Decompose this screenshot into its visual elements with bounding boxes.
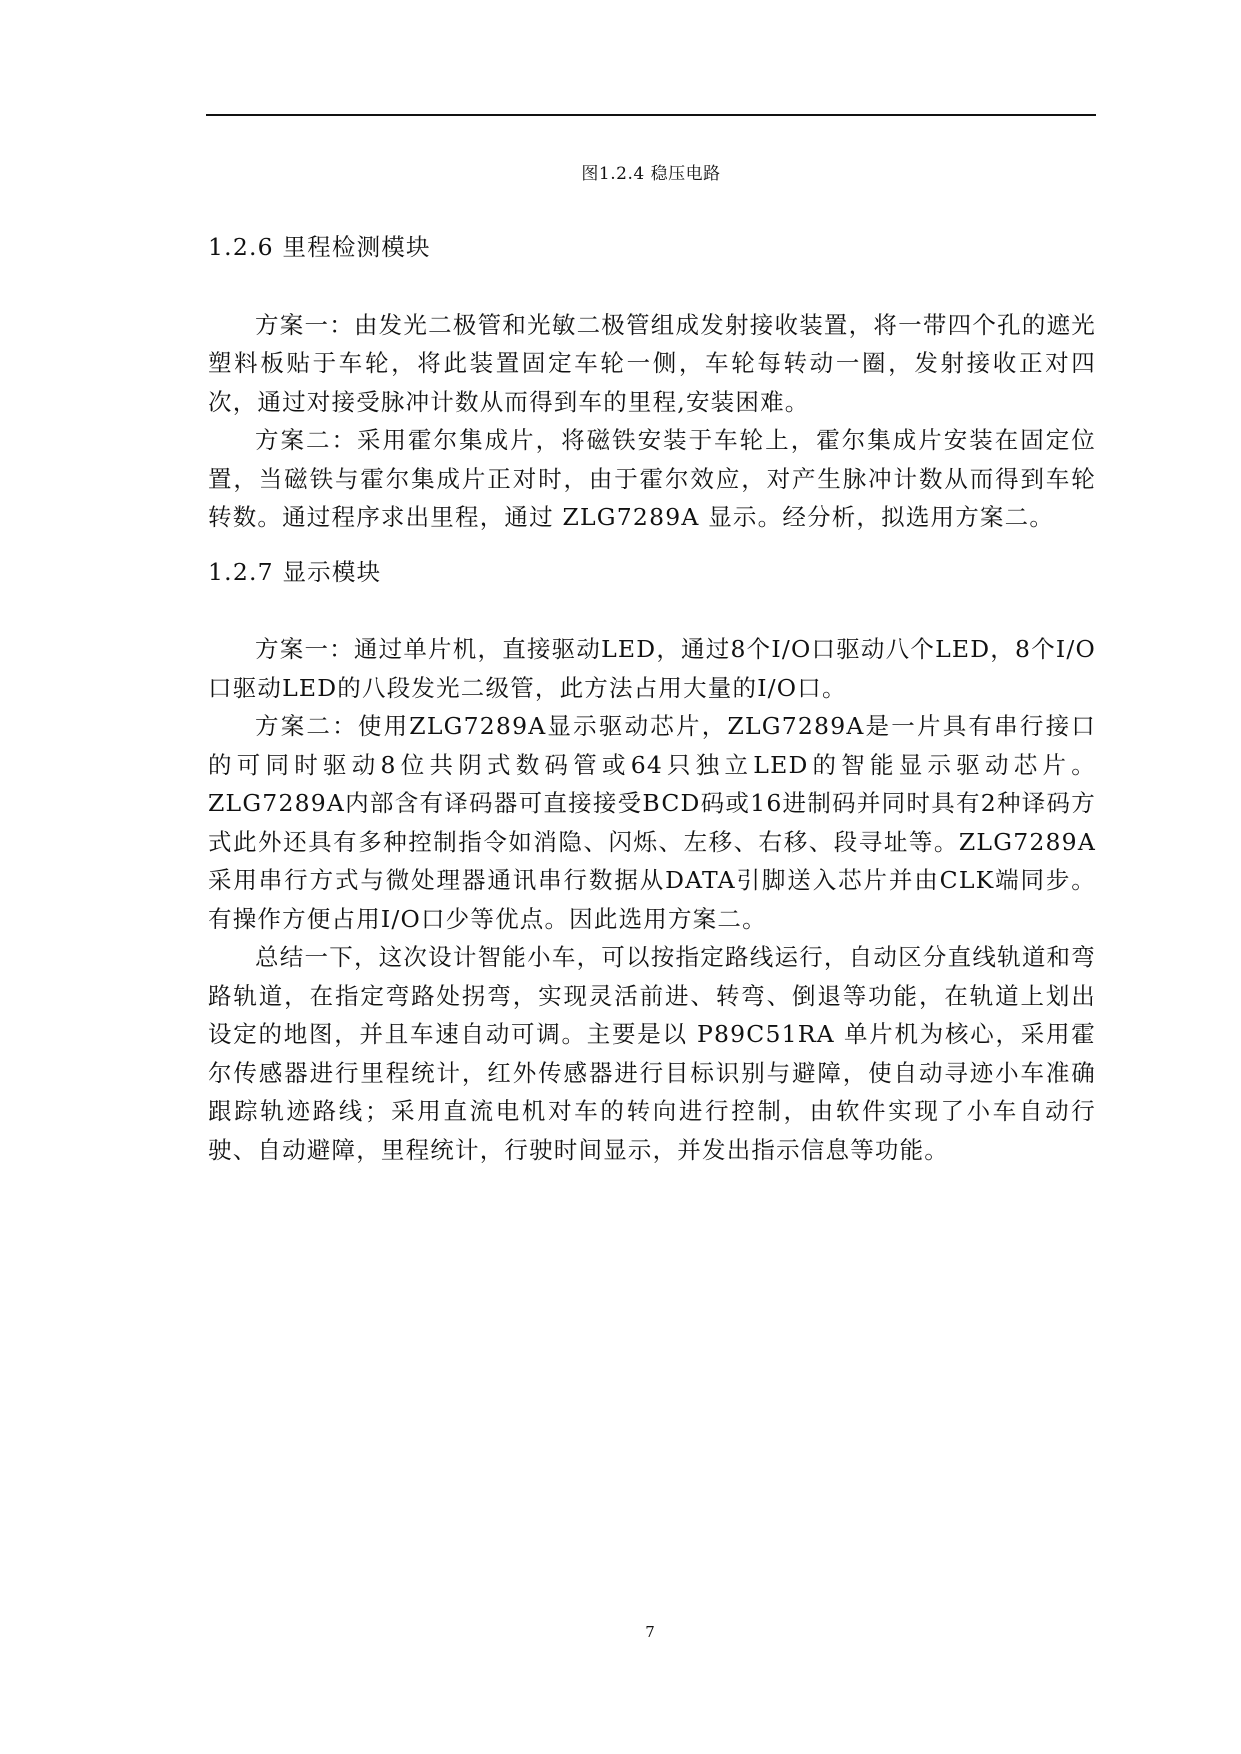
paragraph-mileage-plan-1: 方案一：由发光二极管和光敏二极管组成发射接收装置，将一带四个孔的遮光塑料板贴于车轮，将此装置固定车轮一侧，车轮每转动一圈，发射接收正对四次，通过对接受脉冲计数从而得到车的里程,安装困难。 <box>208 310 1096 416</box>
document-body <box>208 228 1096 1169</box>
paragraph-summary: 总结一下，这次设计智能小车，可以按指定路线运行，自动区分直线轨道和弯路轨道，在指定弯路处拐弯，实现灵活前进、转弯、倒退等功能，在轨道上划出设定的地图，并且车速自动可调。主要是以 P89C51RA 单片机为核心，采用霍尔传感器进行里程统计，红外传感器进行目标识别与避障，使自动寻迹小车准确跟踪轨迹路线；采用直流电机对车的转向进行控制，由软件实现了小车自动行驶、自动避障，里程统计，行驶时间显示，并发出指示信息等功能。 <box>208 943 1096 1164</box>
header-rule <box>206 114 1096 116</box>
paragraph-mileage-plan-2: 方案二：采用霍尔集成片，将磁铁安装于车轮上，霍尔集成片安装在固定位置，当磁铁与霍尔集成片正对时，由于霍尔效应，对产生脉冲计数从而得到车轮转数。通过程序求出里程，通过 ZLG7289A 显示。经分析，拟选用方案二。 <box>208 426 1096 531</box>
figure-caption: 图1.2.4 稳压电路 <box>581 164 721 184</box>
paragraph-display-plan-1: 方案一：通过单片机，直接驱动LED，通过8个I/O口驱动八个LED，8个I/O口驱动LED的八段发光二级管，此方法占用大量的I/O口。 <box>208 635 1096 702</box>
page-number: 7 <box>645 1623 655 1641</box>
paragraph-display-plan-2: 方案二：使用ZLG7289A显示驱动芯片，ZLG7289A是一片具有串行接口的可同时驱动8位共阴式数码管或64只独立LED的智能显示驱动芯片。ZLG7289A内部含有译码器可直接接受BCD码或16进制码并同时具有2种译码方式此外还具有多种控制指令如消隐、闪烁、左移、右移、段寻址等。ZLG7289A采用串行方式与微处理器通讯串行数据从DATA引脚送入芯片并由CLK端同步。有操作方便占用I/O口少等优点。因此选用方案二。 <box>208 712 1096 933</box>
section-heading-1-2-7: 1.2.7 显示模块 <box>208 557 382 586</box>
section-heading-1-2-6: 1.2.6 里程检测模块 <box>208 233 431 261</box>
